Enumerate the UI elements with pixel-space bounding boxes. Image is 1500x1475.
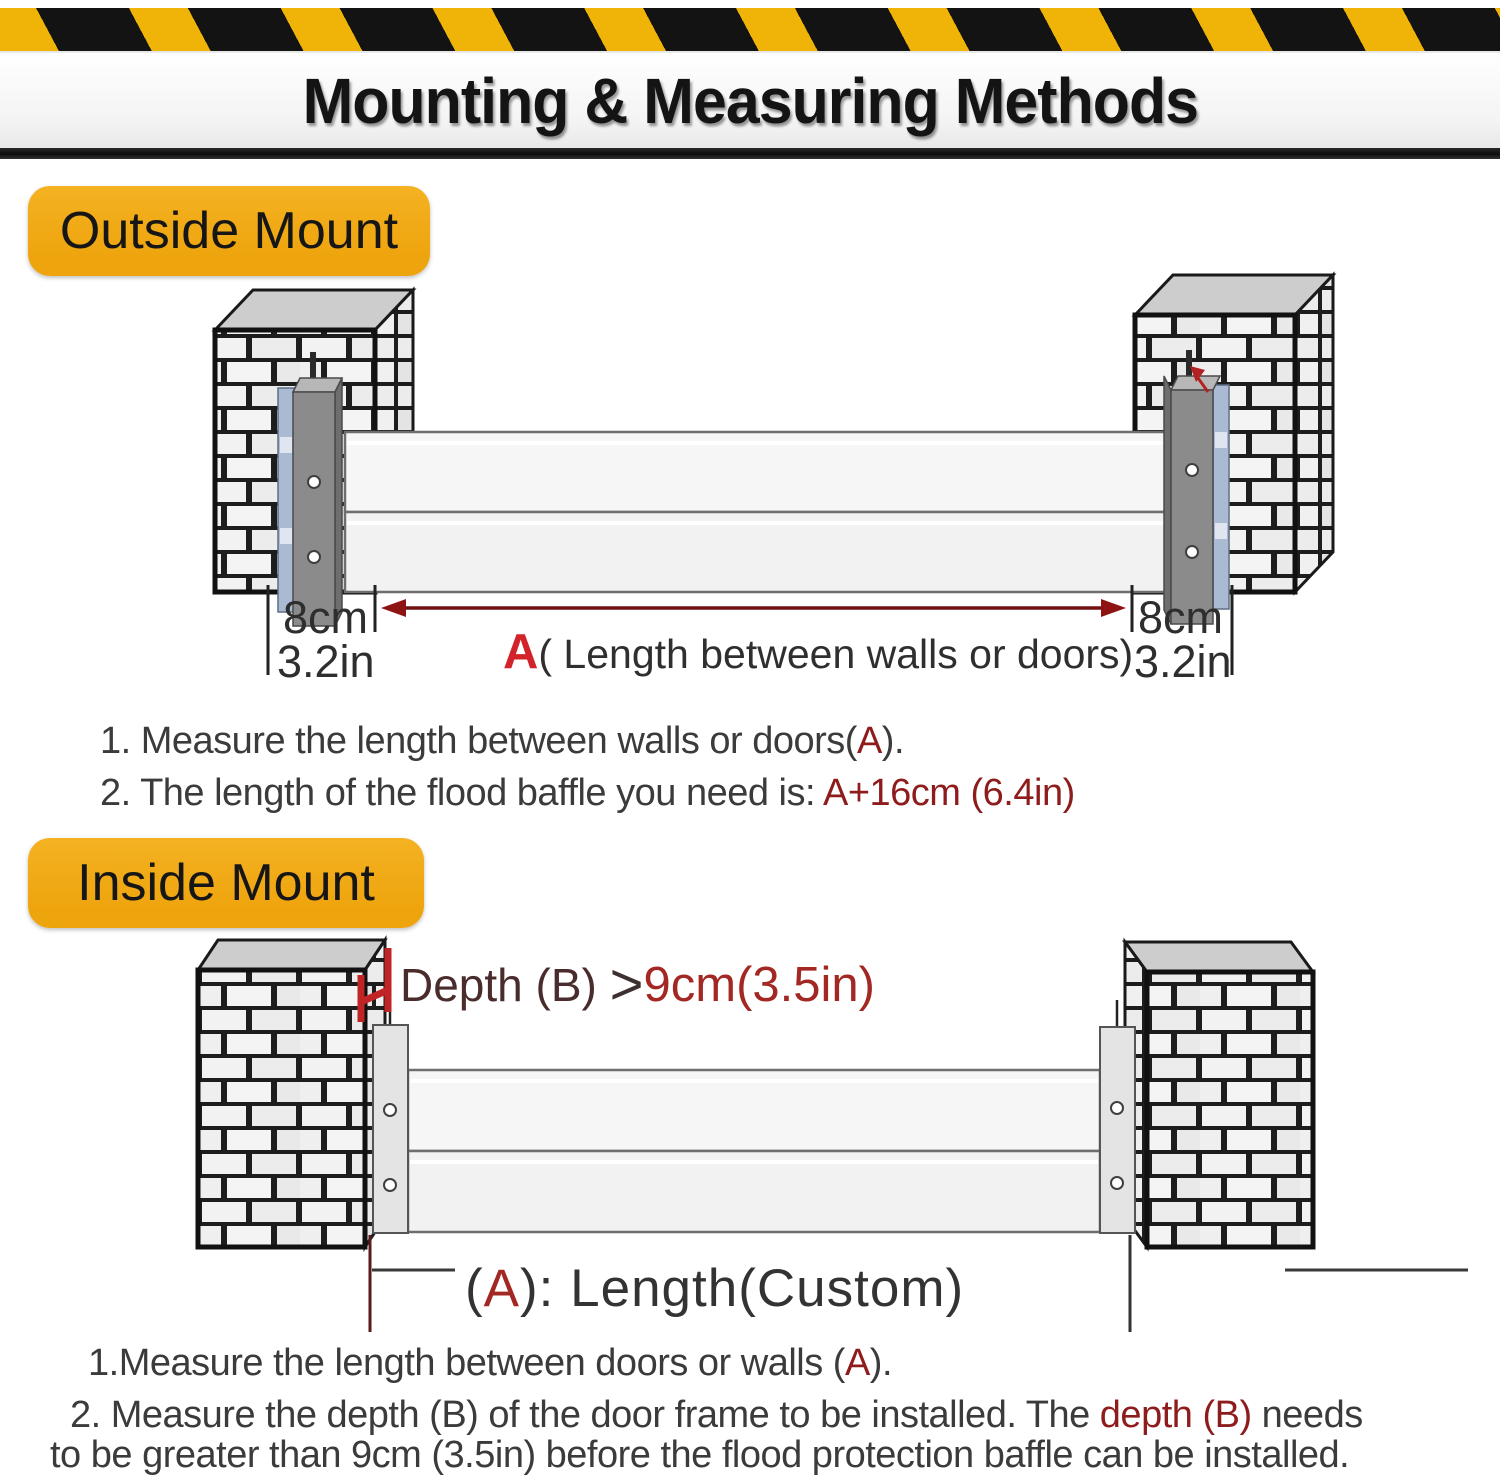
page-title: Mounting & Measuring Methods (302, 64, 1198, 137)
depth-value-text: 9cm(3.5in) (643, 958, 875, 1012)
inside-left-pillar (198, 940, 385, 1247)
inside-step1-red: A (844, 1342, 870, 1384)
inside-step1-end: ). (869, 1342, 893, 1384)
inside-right-plate (1100, 1000, 1135, 1233)
outside-mount-badge-label: Outside Mount (59, 202, 399, 260)
outside-span-label-text: ( Length between walls or doors) (538, 631, 1134, 677)
outside-right-in-label: 3.2in (1134, 636, 1232, 687)
inside-step2-text: 2. Measure the depth (B) of the door frame to be installed. The (70, 1394, 1100, 1436)
inside-length-A: A (483, 1259, 521, 1318)
inside-length-open: ( (465, 1259, 484, 1318)
inside-step-2-line-2: to be greater than 9cm (3.5in) before the flood protection baffle can be installed. (50, 1434, 1350, 1475)
outside-step1-red: A (856, 720, 882, 762)
inside-mount-badge-label: Inside Mount (77, 854, 375, 912)
outside-right-cm-label: 8cm (1138, 592, 1224, 643)
outside-step2-text: 2. The length of the flood baffle you need is: (100, 772, 823, 814)
inside-step-1 (88, 1342, 892, 1385)
outside-left-bracket (278, 352, 342, 626)
depth-label-text: Depth (B) (400, 959, 610, 1011)
inside-length-text: ): Length(Custom) (520, 1259, 965, 1318)
outside-step-1 (100, 720, 904, 763)
inside-step2-red: depth (B) (1099, 1394, 1252, 1436)
depth-gt-symbol: > (609, 952, 644, 1017)
inside-right-pillar (1125, 942, 1313, 1247)
outside-right-bracket (1164, 350, 1229, 624)
outside-step1-text: 1. Measure the length between walls or doors( (100, 720, 857, 762)
inside-length-label (465, 1258, 964, 1319)
outside-flood-barrier-panels (345, 432, 1173, 592)
inside-flood-barrier-panels (408, 1070, 1100, 1232)
outside-step-2 (100, 772, 1075, 815)
inside-step-2-line-1 (70, 1394, 1363, 1437)
outside-left-in-label: 3.2in (277, 636, 375, 687)
outside-step1-end: ). (881, 720, 905, 762)
outside-span-label (503, 624, 1133, 680)
outside-left-cm-label: 8cm (283, 592, 369, 643)
inside-step1-text: 1.Measure the length between doors or walls ( (88, 1342, 845, 1384)
outside-span-label-A: A (503, 625, 539, 679)
outside-step2-red: A+16cm (6.4in) (823, 772, 1075, 814)
inside-step2-end: needs (1251, 1394, 1363, 1436)
inside-depth-label (400, 948, 875, 1015)
